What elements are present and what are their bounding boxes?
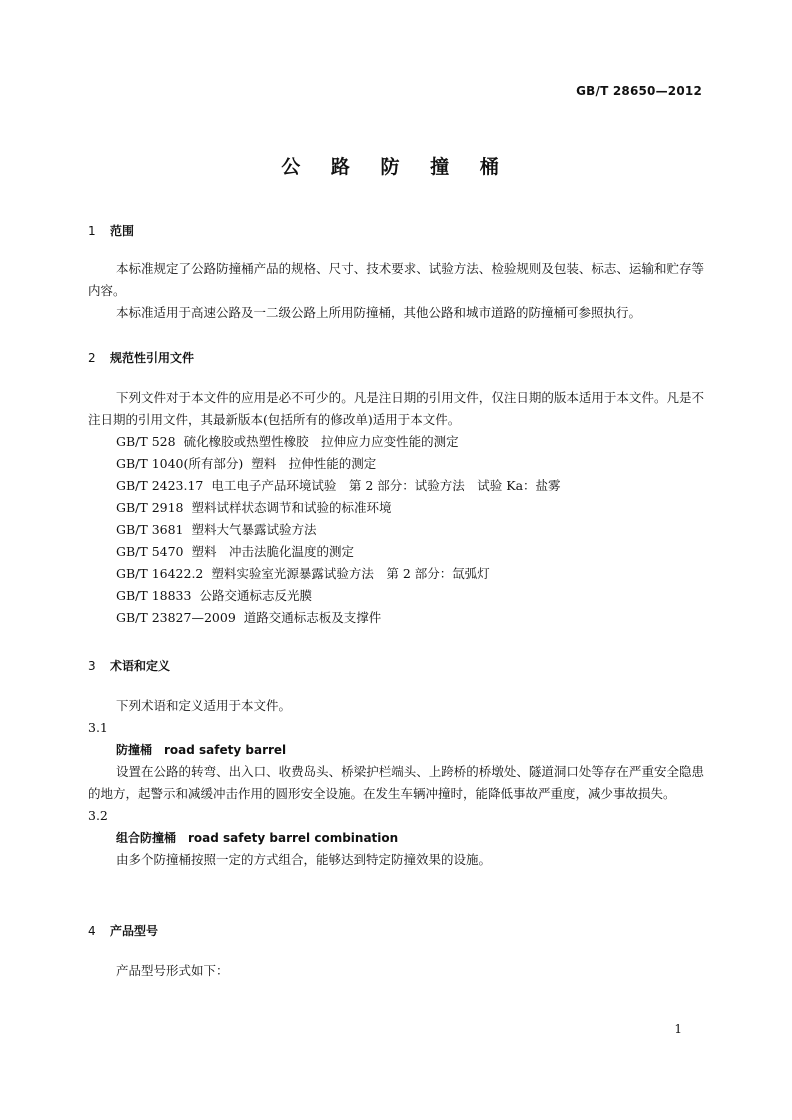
section-2-body — [88, 387, 704, 629]
reference-title: 塑料大气暴露试验方法 — [191, 522, 317, 537]
term-entry — [88, 739, 704, 761]
section-1-body — [88, 258, 704, 324]
reference-title: 塑料试样状态调节和试验的标准环境 — [191, 500, 392, 515]
reference-code: GB/T 2918 — [116, 500, 184, 515]
reference-code: GB/T 16422.2 — [116, 566, 204, 581]
reference-code: GB/T 23827—2009 — [116, 610, 236, 625]
reference-title: 塑料实验室光源暴露试验方法 第 2 部分：氙弧灯 — [211, 566, 490, 581]
section-number: 3 — [88, 659, 96, 673]
paragraph: 产品型号形式如下： — [116, 963, 229, 978]
paragraph: 本标准规定了公路防撞桶产品的规格、尺寸、技术要求、试验方法、检验规则及包装、标志、运输和贮存等内容。 — [88, 261, 704, 298]
reference-code: GB/T 18833 — [116, 588, 192, 603]
reference-title: 塑料 冲击法脆化温度的测定 — [191, 544, 355, 559]
section-number: 4 — [88, 924, 96, 938]
section-number: 2 — [88, 351, 96, 365]
clause-number: 3.1 — [88, 720, 108, 735]
section-2-heading — [88, 349, 704, 366]
section-title: 规范性引用文件 — [110, 351, 195, 365]
reference-title: 公路交通标志反光膜 — [199, 588, 312, 603]
section-1-heading — [88, 222, 704, 239]
page-number: 1 — [674, 1022, 682, 1036]
paragraph: 本标准适用于高速公路及一二级公路上所用防撞桶，其他公路和城市道路的防撞桶可参照执行。 — [116, 305, 642, 320]
reference-item — [88, 431, 704, 453]
reference-title: 塑料 拉伸性能的测定 — [251, 456, 377, 471]
reference-item — [88, 475, 704, 497]
term-definition: 由多个防撞桶按照一定的方式组合，能够达到特定防撞效果的设施。 — [116, 852, 492, 867]
paragraph: 下列术语和定义适用于本文件。 — [116, 698, 292, 713]
reference-title: 硫化橡胶或热塑性橡胶 拉伸应力应变性能的测定 — [183, 434, 459, 449]
section-3-heading — [88, 657, 704, 674]
reference-title: 道路交通标志板及支撑件 — [243, 610, 382, 625]
term-zh: 防撞桶 — [116, 743, 153, 757]
paragraph: 下列文件对于本文件的应用是必不可少的。凡是注日期的引用文件，仅注日期的版本适用于本文件。凡是不注日期的引用文件，其最新版本(包括所有的修改单)适用于本文件。 — [88, 390, 704, 427]
reference-item — [88, 497, 704, 519]
section-4-body — [88, 960, 704, 982]
term-en: road safety barrel combination — [188, 831, 399, 845]
reference-item — [88, 563, 704, 585]
reference-item — [88, 453, 704, 475]
reference-code: GB/T 528 — [116, 434, 176, 449]
section-4-heading — [88, 922, 704, 939]
standard-code: GB/T 28650—2012 — [576, 84, 702, 98]
reference-item — [88, 585, 704, 607]
reference-item — [88, 541, 704, 563]
clause-number: 3.2 — [88, 808, 108, 823]
reference-code: GB/T 3681 — [116, 522, 184, 537]
term-entry — [88, 827, 704, 849]
term-definition: 设置在公路的转弯、出入口、收费岛头、桥梁护栏端头、上跨桥的桥墩处、隧道洞口处等存在严重安全隐患的地方，起警示和减缓冲击作用的圆形安全设施。在发生车辆冲撞时，能降低事故严重度，减少事故损失。 — [88, 764, 704, 801]
reference-item — [88, 607, 704, 629]
reference-code: GB/T 2423.17 — [116, 478, 204, 493]
term-en: road safety barrel — [164, 743, 287, 757]
reference-code: GB/T 1040(所有部分) — [116, 456, 244, 471]
section-number: 1 — [88, 224, 96, 238]
reference-item — [88, 519, 704, 541]
document-title: 公 路 防 撞 桶 — [281, 156, 511, 178]
reference-title: 电工电子产品环境试验 第 2 部分：试验方法 试验 Ka：盐雾 — [211, 478, 561, 493]
section-title: 产品型号 — [110, 924, 159, 938]
section-3-body — [88, 695, 704, 871]
reference-code: GB/T 5470 — [116, 544, 184, 559]
section-title: 范围 — [110, 224, 135, 238]
section-title: 术语和定义 — [110, 659, 171, 673]
term-zh: 组合防撞桶 — [116, 831, 177, 845]
